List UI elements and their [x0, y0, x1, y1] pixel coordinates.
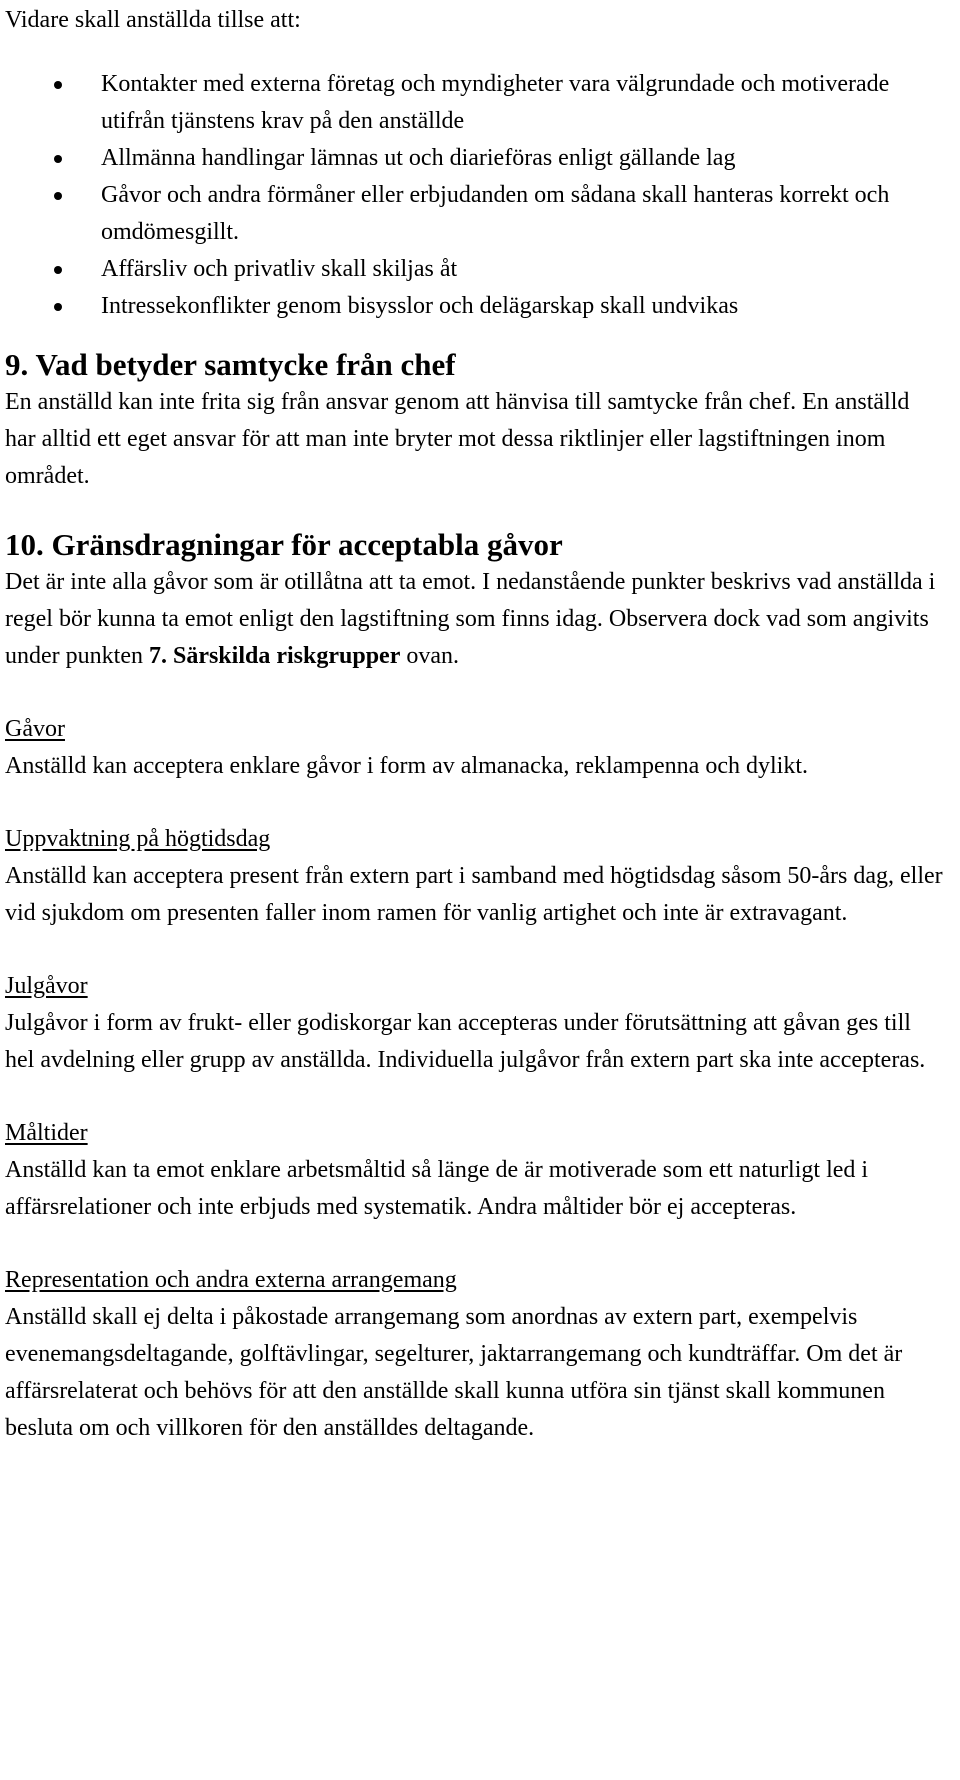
subsection-body: Julgåvor i form av frukt- eller godiskorgar kan accepteras under förutsättning att gåvan ges till hel avdelning eller grupp av anställda. Individuella julgåvor från extern part ska inte accepteras.: [5, 1010, 926, 1073]
subsection-body: Anställd kan ta emot enklare arbetsmåltid så länge de är motiverade som ett naturligt led i affärsrelationer och inte erbjuds med systematik. Andra måltider bör ej accepteras.: [5, 1157, 869, 1220]
section-10-heading: 10. Gränsdragningar för acceptabla gåvor: [5, 527, 563, 562]
subsection-maltider: [5, 1115, 944, 1226]
list-item: Intressekonflikter genom bisysslor och delägarskap skall undvikas: [101, 288, 944, 325]
subsection-julgavor: [5, 968, 944, 1079]
section-9-body: En anställd kan inte frita sig från ansvar genom att hänvisa till samtycke från chef. En anställd har alltid ett eget ansvar för att man inte bryter mot dessa riktlinjer eller lagstiftningen inom området.: [5, 389, 910, 489]
subsection-representation: [5, 1262, 944, 1447]
subsection-title: Gåvor: [5, 716, 65, 742]
subsection-body: Anställd skall ej delta i påkostade arrangemang som anordnas av extern part, exempelvis evenemangsdeltagande, golftävlingar, segelturer, jaktarrangemang och kundträffar. Om det är affärsrelaterat och behövs för att den anställde skall kunna utföra sin tjänst skall kommunen besluta om och villkoren för den anställdes deltagande.: [5, 1304, 903, 1441]
subsection-uppvaktning: [5, 821, 944, 932]
section-10-body: Det är inte alla gåvor som är otillåtna att ta emot. I nedanstående punkter beskrivs vad anställda i regel bör kunna ta emot enligt den lagstiftning som finns idag. Observera dock vad som angivits under punkten 7. Särskilda riskgrupper ovan.: [5, 569, 936, 669]
list-item: Kontakter med externa företag och myndigheter vara välgrundade och motiverade utifrån tjänstens krav på den anställde: [101, 66, 944, 140]
subsection-title: Representation och andra externa arrangemang: [5, 1267, 457, 1293]
bullet-icon: [54, 81, 62, 89]
bullet-icon: [54, 155, 62, 163]
list-item: Allmänna handlingar lämnas ut och diarieföras enligt gällande lag: [101, 140, 944, 177]
intro-text: Vidare skall anställda tillse att:: [5, 7, 301, 33]
subsection-body: Anställd kan acceptera present från extern part i samband med högtidsdag såsom 50-års dag, eller vid sjukdom om presenten faller inom ramen för vanlig artighet och inte är extravagant.: [5, 863, 943, 926]
bullet-icon: [54, 192, 62, 200]
subsection-gavor: [5, 711, 944, 785]
reference-bold: 7. Särskilda riskgrupper: [148, 643, 401, 669]
list-item: Affärsliv och privatliv skall skiljas åt: [101, 251, 944, 288]
list-item: Gåvor och andra förmåner eller erbjudanden om sådana skall hanteras korrekt och omdömesgillt.: [101, 177, 944, 251]
section-9-heading: 9. Vad betyder samtycke från chef: [5, 347, 456, 382]
section-10: [5, 526, 944, 675]
bullet-icon: [54, 266, 62, 274]
subsection-title: Uppvaktning på högtidsdag: [5, 826, 271, 852]
bullet-icon: [54, 303, 62, 311]
requirements-list: [5, 66, 944, 325]
section-9: [5, 346, 944, 495]
subsection-body: Anställd kan acceptera enklare gåvor i form av almanacka, reklampenna och dylikt.: [5, 753, 808, 779]
subsection-title: Måltider: [5, 1120, 88, 1146]
subsection-title: Julgåvor: [5, 973, 88, 999]
